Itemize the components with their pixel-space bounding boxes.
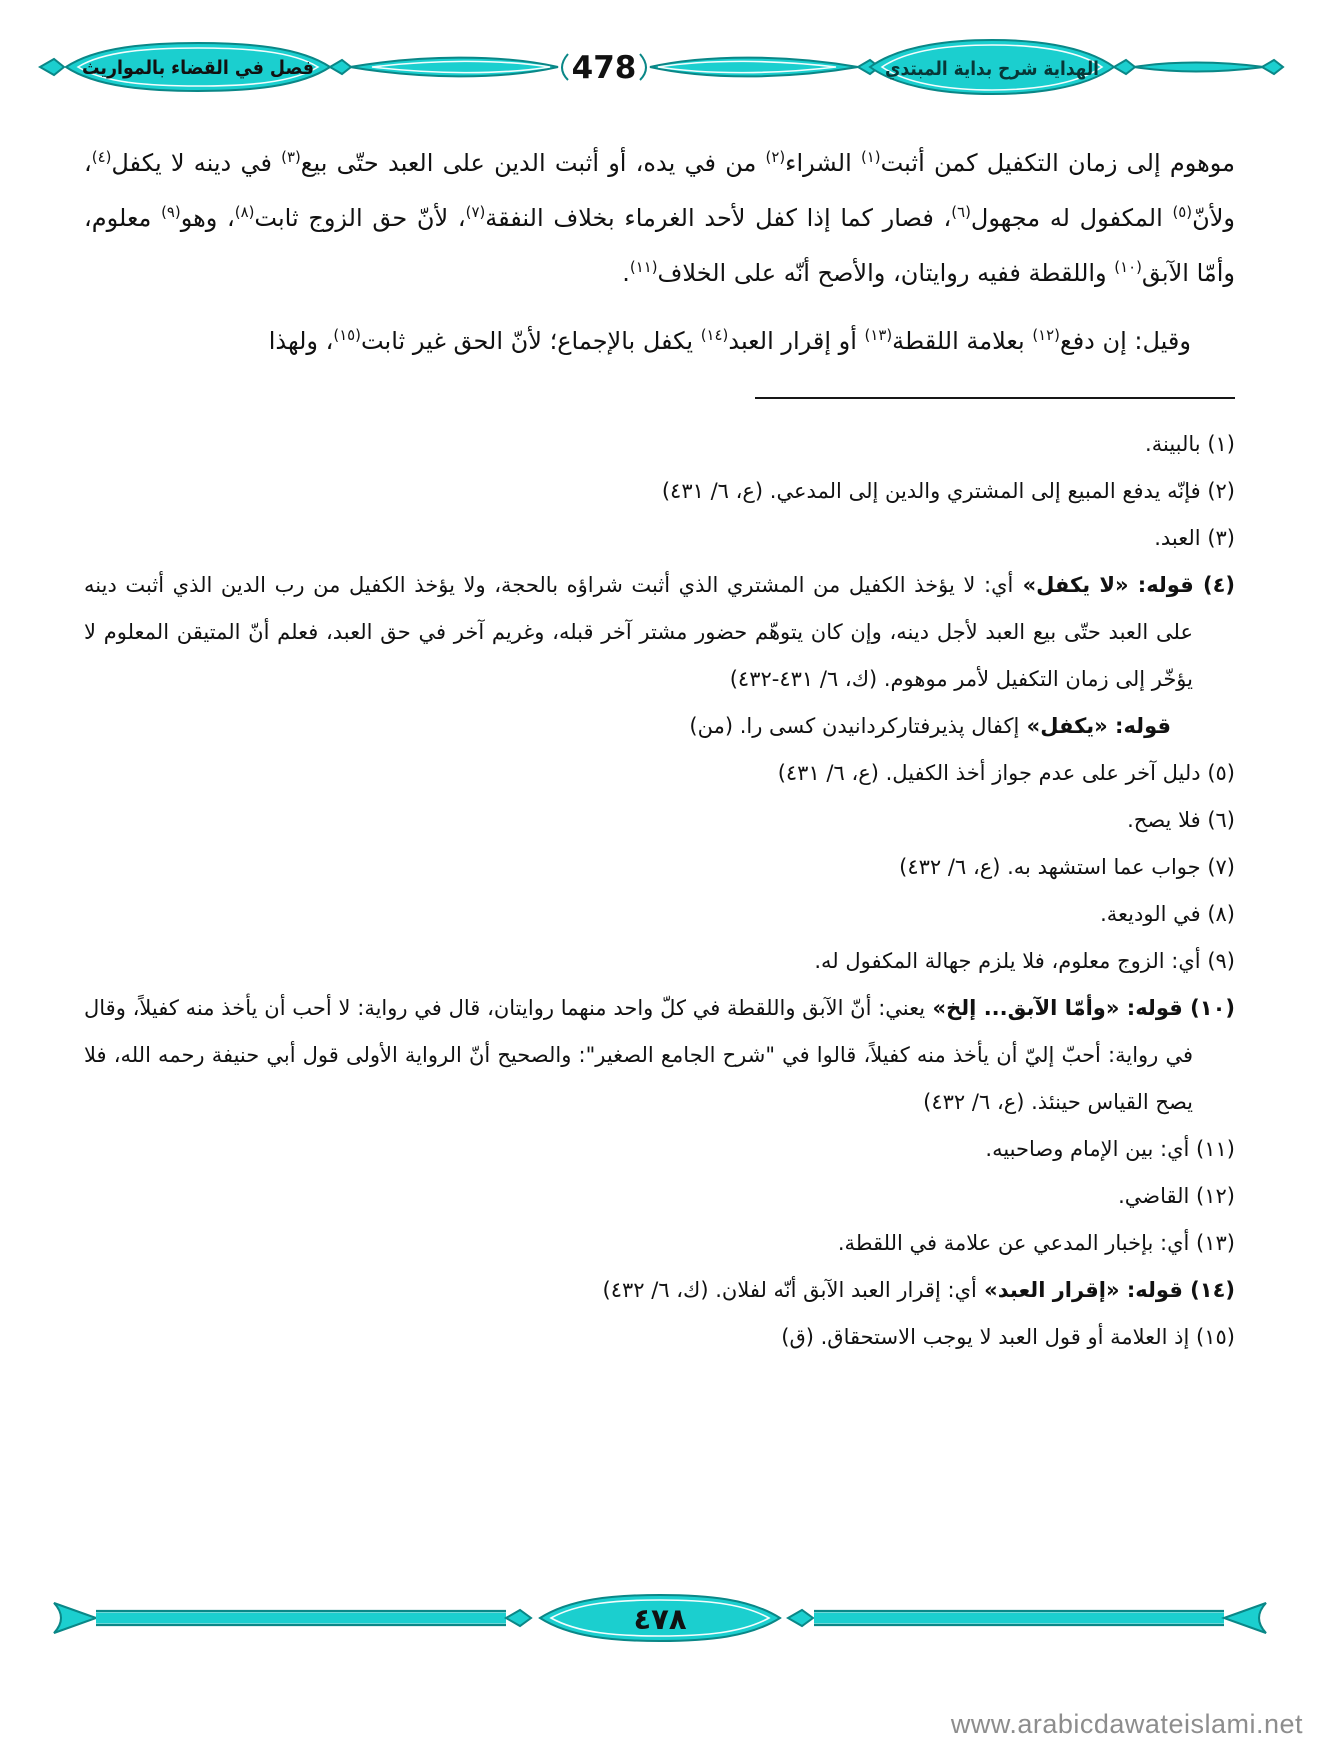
footnote-marker: (٤) [1193, 572, 1236, 597]
footnote-item [84, 1267, 1235, 1314]
header-wing-left-icon [350, 58, 558, 77]
chapter-title: فصل في القضاء بالمواريث [82, 57, 314, 79]
footnote-item [84, 1220, 1235, 1267]
footnote-item [84, 468, 1235, 515]
footnote-reference: (٨) [234, 203, 255, 222]
text-run: في الوديعة. [1100, 902, 1201, 927]
footnote-reference: (٤) [91, 148, 112, 166]
footer-finial-left-icon [54, 1603, 96, 1633]
footnote-reference: (١٢) [1032, 325, 1060, 344]
text-run: أي: بإخبار المدعي عن علامة في اللقطة. [837, 1231, 1190, 1256]
footnote-marker: (٩) [1200, 949, 1235, 974]
footnote-separator [755, 397, 1235, 399]
footnote-reference: (٩) [161, 203, 181, 222]
footnote-marker: (٧) [1200, 855, 1235, 880]
footnotes-list [84, 421, 1235, 1362]
footnote-marker: (٢) [1200, 478, 1235, 503]
body-text [84, 136, 1235, 369]
body-paragraph [84, 314, 1235, 369]
header-finial-right-icon [1134, 63, 1264, 72]
footnote-item [84, 515, 1235, 562]
footnote-marker: (١٣) [1189, 1231, 1235, 1256]
header-ornament [0, 28, 1319, 106]
footnote-marker: (١٢) [1189, 1184, 1235, 1209]
text-run: قوله: «إقرار العبد» [976, 1278, 1183, 1303]
text-run: موهوم إلى زمان التكفيل كمن أثبت [880, 149, 1235, 177]
header-page-number: 478 [571, 50, 637, 86]
body-paragraph [84, 136, 1235, 302]
footnote-item [84, 985, 1235, 1126]
footnote-item [84, 750, 1235, 797]
page-footer [0, 1576, 1319, 1660]
footnote-item [84, 1173, 1235, 1220]
text-run: ، فصار كما إذا كفل لأحد الغرماء بخلاف النفقة [485, 204, 952, 233]
text-run: أي: بين الإمام وصاحبيه. [985, 1137, 1190, 1162]
text-run: أي: إقرار العبد الآبق أنّه لفلان. (ك، ٦/ ٤٣٢) [602, 1278, 977, 1303]
text-run: إكفال پذيرفتاركردانيدن كسى را. (من) [689, 713, 1020, 738]
text-run: قوله: «وأمّا الآبق... إلخ» [925, 996, 1183, 1021]
header-wing-right-icon [650, 58, 858, 77]
footnote-marker: (٣) [1200, 525, 1235, 550]
footnote-reference: (١٣) [864, 325, 893, 344]
text-run: دليل آخر على عدم جواز أخذ الكفيل. (ع، ٦/ ٤٣١) [777, 760, 1201, 785]
footnote-item [84, 797, 1235, 844]
text-run: ، ولهذا [268, 326, 334, 355]
text-run: يعني: أنّ الآبق واللقطة في كلّ واحد منهما روايتان، قال في رواية: لا أحب أن يأخذ منه كفيلاً، وقال في رواية: أحبّ إليّ أن يأخذ منه كفيلاً، قالوا في "شرح الجامع الصغير": والصحيح أنّ الرواية الأولى قول أبي حنيفة رحمه الله، فلا يصح القياس حينئذ. (ع، ٦/ ٤٣٢) [84, 996, 1193, 1115]
footnote-item [84, 1314, 1235, 1361]
text-run: ، وهو [180, 204, 235, 233]
text-run: في دينه لا يكفل [111, 149, 282, 177]
footnote-reference: (١) [860, 148, 881, 166]
footnote-marker: (١٠) [1182, 996, 1235, 1021]
text-run: من في يده، أو أثبت الدين على العبد حتّى بيع [300, 149, 766, 177]
text-run: جواب عما استشهد به. (ع، ٦/ ٤٣٢) [899, 855, 1201, 880]
footer-page-number: ٤٧٨ [633, 1602, 687, 1636]
text-run: يكفل بالإجماع؛ لأنّ الحق غير ثابت [360, 326, 701, 355]
text-run: إذ العلامة أو قول العبد لا يوجب الاستحقاق. (ق) [781, 1325, 1190, 1350]
footnote-marker: (٥) [1200, 760, 1235, 785]
page-header [0, 0, 1319, 106]
footnote-item [84, 844, 1235, 891]
text-run: قوله: «لا يكفل» [1013, 572, 1194, 597]
footnote-subline [84, 703, 1235, 750]
text-run: ، لأنّ حق الزوج ثابت [254, 204, 466, 233]
footnote-item [84, 1126, 1235, 1173]
footnote-marker: (١١) [1189, 1137, 1235, 1162]
text-run: المكفول له مجهول [970, 204, 1173, 233]
footnote-marker: (١٥) [1189, 1325, 1235, 1350]
footnote-reference: (١٥) [333, 325, 361, 344]
footnote-item [84, 891, 1235, 938]
text-run: ، ولأنّ [84, 149, 1235, 233]
header-finial-left-icon [40, 59, 64, 75]
footnote-item [84, 938, 1235, 985]
text-run: بالبينة. [1145, 431, 1201, 456]
footnote-reference: (٧) [465, 203, 486, 222]
text-run: بعلامة اللقطة [892, 326, 1033, 355]
text-run: أو إقرار العبد [728, 326, 865, 355]
book-title: الهداية شرح بداية المبتدي [885, 58, 1125, 80]
footnote-marker: (٦) [1200, 808, 1235, 832]
footer-finial-right-icon [1224, 1603, 1266, 1633]
footnote-marker: (٨) [1200, 902, 1235, 927]
text-run: وقيل: إن دفع [1059, 326, 1191, 355]
footnote-reference: (٣) [281, 148, 301, 166]
text-run: فإنّه يدفع المبيع إلى المشتري والدين إلى المدعي. (ع، ٦/ ٤٣١) [661, 478, 1201, 503]
text-run: قوله: «يكفل» [1019, 713, 1171, 738]
text-run: فلا يصح. [1127, 808, 1201, 832]
footnote-reference: (٦) [951, 203, 971, 222]
text-run: أي: لا يؤخذ الكفيل من المشتري الذي أثبت شراؤه بالحجة، ولا يؤخذ الكفيل من رب الدين الذي أثبت دينه على العبد حتّى بيع العبد لأجل دينه، وإن كان يتوهّم حضور مشتر آخر قبله، وغريم آخر في حق العبد، فعلم أنّ المتيقن المعلوم لا يؤخّر إلى زمان التكفيل لأمر موهوم. (ك، ٦/ ٤٣١-٤٣٢) [84, 572, 1193, 691]
text-run: واللقطة ففيه روايتان، والأصح أنّه على الخلاف [657, 259, 1115, 288]
footnote-item [84, 421, 1235, 468]
footer-ornament [0, 1576, 1319, 1660]
text-run: الشراء [785, 149, 861, 177]
footnote-reference: (١١) [629, 258, 658, 277]
text-run: معلوم، وأمّا الآبق [84, 204, 1235, 288]
text-run: أي: الزوج معلوم، فلا يلزم جهالة المكفول له. [814, 949, 1201, 974]
text-run: العبد. [1154, 525, 1201, 550]
footnote-marker: (١) [1200, 431, 1235, 456]
footnote-reference: (١٠) [1114, 258, 1142, 277]
footnote-reference: (٥) [1172, 203, 1193, 222]
text-run: . [622, 259, 630, 288]
footnote-reference: (١٤) [700, 325, 729, 344]
text-run: القاضي. [1118, 1184, 1190, 1209]
footnote-item [84, 562, 1235, 703]
watermark: www.arabicdawateislami.net [950, 1709, 1303, 1739]
footnote-reference: (٢) [765, 148, 786, 166]
footnote-marker: (١٤) [1182, 1278, 1235, 1303]
page-content [0, 106, 1319, 1361]
